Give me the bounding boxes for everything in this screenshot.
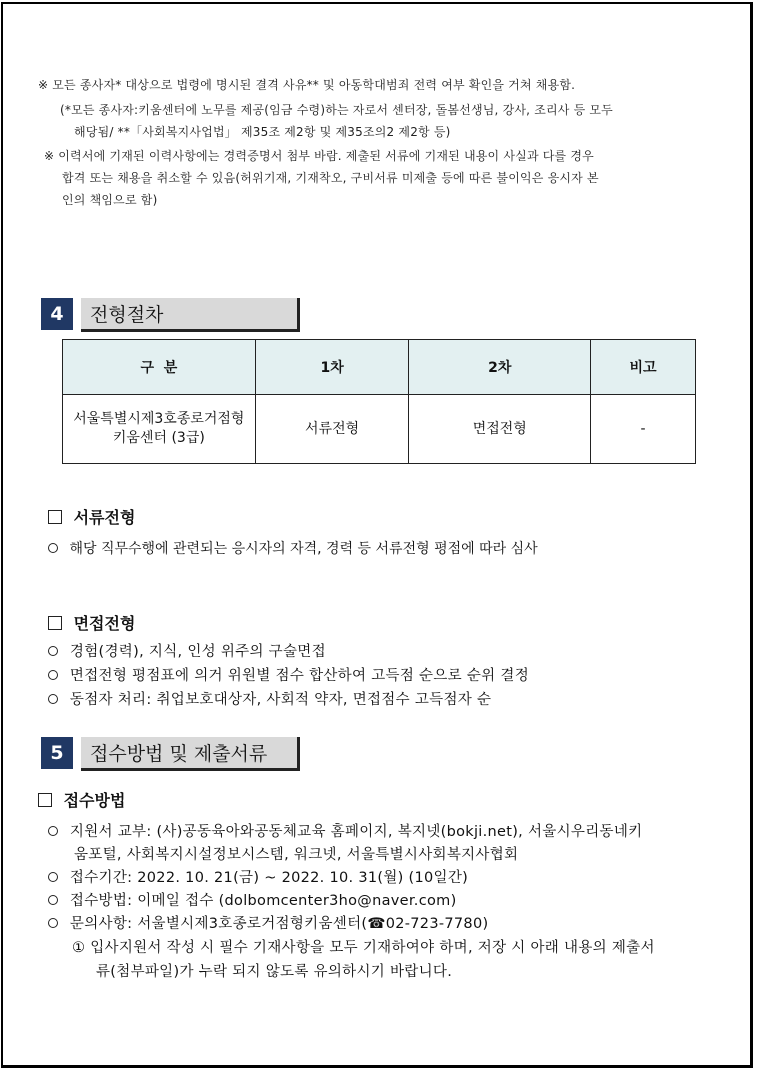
table-cell-second: 면접전형 xyxy=(409,395,591,464)
section-4-number: 4 xyxy=(41,298,73,330)
list-item xyxy=(48,664,529,685)
list-item xyxy=(48,889,457,910)
circle-bullet-icon xyxy=(48,826,58,836)
section-4-title: 전형절차 xyxy=(81,298,300,332)
note-1: ※ 모든 종사자* 대상으로 법령에 명시된 결격 사유** 및 아동학대범죄 전력 여부 확인을 거쳐 채용함. xyxy=(38,78,576,92)
receipt-item-1-line-2: 움포털, 사회복지시설정보시스템, 워크넷, 서울특별시사회복지사협회 xyxy=(74,847,519,863)
selection-procedure-table xyxy=(62,339,696,464)
receipt-item-2: 접수기간: 2022. 10. 21(금) ~ 2022. 10. 31(월) (10일간) xyxy=(69,870,469,886)
receipt-item-4: 문의사항: 서울별시제3호종로거점형키움센터(☎02-723-7780) xyxy=(69,916,489,932)
receipt-item-3: 접수방법: 이메일 접수 (dolbomcenter3ho@naver.com) xyxy=(69,893,457,909)
list-item xyxy=(48,912,488,933)
circle-bullet-icon xyxy=(48,872,58,882)
list-item xyxy=(48,640,326,661)
note-2-line-3: 인의 책임으로 함) xyxy=(62,193,158,207)
list-item xyxy=(48,820,642,841)
note-2-line-2: 합격 또는 채용을 취소할 수 있음(허위기재, 기재착오, 구비서류 미제출 등에 따른 불이익은 응시자 본 xyxy=(62,171,599,185)
table-header-category: 구 분 xyxy=(63,340,256,395)
circle-bullet-icon xyxy=(48,670,58,680)
interview-item-1: 경험(경력), 지식, 인성 위주의 구술면접 xyxy=(69,644,326,660)
interview-title: 면접전형 xyxy=(73,614,136,633)
note-1-sub-1: (*모든 종사자:키움센터에 노무를 제공(임금 수령)하는 자로서 센터장, 돌봄선생님, 강사, 조리사 등 모두 xyxy=(60,103,613,117)
category-line-1: 서울특별시제3호종로거점형 xyxy=(73,411,245,427)
table-cell-category xyxy=(63,395,256,464)
list-item xyxy=(48,866,468,887)
circle-bullet-icon xyxy=(48,895,58,905)
checkbox-square-icon xyxy=(38,793,52,807)
table-header-note: 비고 xyxy=(591,340,696,395)
circle-bullet-icon xyxy=(48,646,58,656)
receipt-sub-note-line-1: ① 입사지원서 작성 시 필수 기재사항을 모두 기재하여야 하며, 저장 시 아래 내용의 제출서 xyxy=(72,940,655,956)
receipt-sub-note-line-2: 류(첨부파일)가 누락 되지 않도록 유의하시기 바랍니다. xyxy=(96,964,453,980)
table-cell-first: 서류전형 xyxy=(255,395,409,464)
section-5-title: 접수방법 및 제출서류 xyxy=(81,737,300,771)
note-1-sub-2: 해당됨/ **「사회복지사업법」 제35조 제2항 및 제35조의2 제2항 등) xyxy=(74,125,451,139)
table-header-second: 2차 xyxy=(409,340,591,395)
table-header-row xyxy=(63,340,696,395)
receipt-heading xyxy=(38,788,125,811)
doc-review-item xyxy=(48,538,538,558)
interview-heading xyxy=(48,611,135,634)
circle-bullet-icon xyxy=(48,694,58,704)
receipt-title: 접수방법 xyxy=(63,791,126,810)
circle-bullet-icon xyxy=(48,918,58,928)
note-2-line-1: ※ 이력서에 기재된 이력사항에는 경력증명서 첨부 바람. 제출된 서류에 기재된 내용이 사실과 다를 경우 xyxy=(44,149,594,163)
category-line-2: 키움센터 (3급) xyxy=(112,430,205,446)
doc-review-item-text: 해당 직무수행에 관련되는 응시자의 자격, 경력 등 서류전형 평점에 따라 심사 xyxy=(69,541,538,557)
list-item xyxy=(48,688,491,709)
doc-review-heading xyxy=(48,505,135,528)
table-header-first: 1차 xyxy=(255,340,409,395)
table-cell-note: - xyxy=(591,395,696,464)
circle-bullet-icon xyxy=(48,543,58,553)
section-5-number: 5 xyxy=(41,737,73,769)
interview-item-3: 동점자 처리: 취업보호대상자, 사회적 약자, 면접점수 고득점자 순 xyxy=(69,692,492,708)
interview-item-2: 면접전형 평점표에 의거 위원별 점수 합산하여 고득점 순으로 순위 결정 xyxy=(69,668,530,684)
checkbox-square-icon xyxy=(48,616,62,630)
table-row xyxy=(63,395,696,464)
doc-review-title: 서류전형 xyxy=(73,508,136,527)
checkbox-square-icon xyxy=(48,510,62,524)
receipt-item-1-line-1: 지원서 교부: (사)공동육아와공동체교육 홈페이지, 복지넷(bokji.net), 서울시우리동네키 xyxy=(69,824,643,840)
